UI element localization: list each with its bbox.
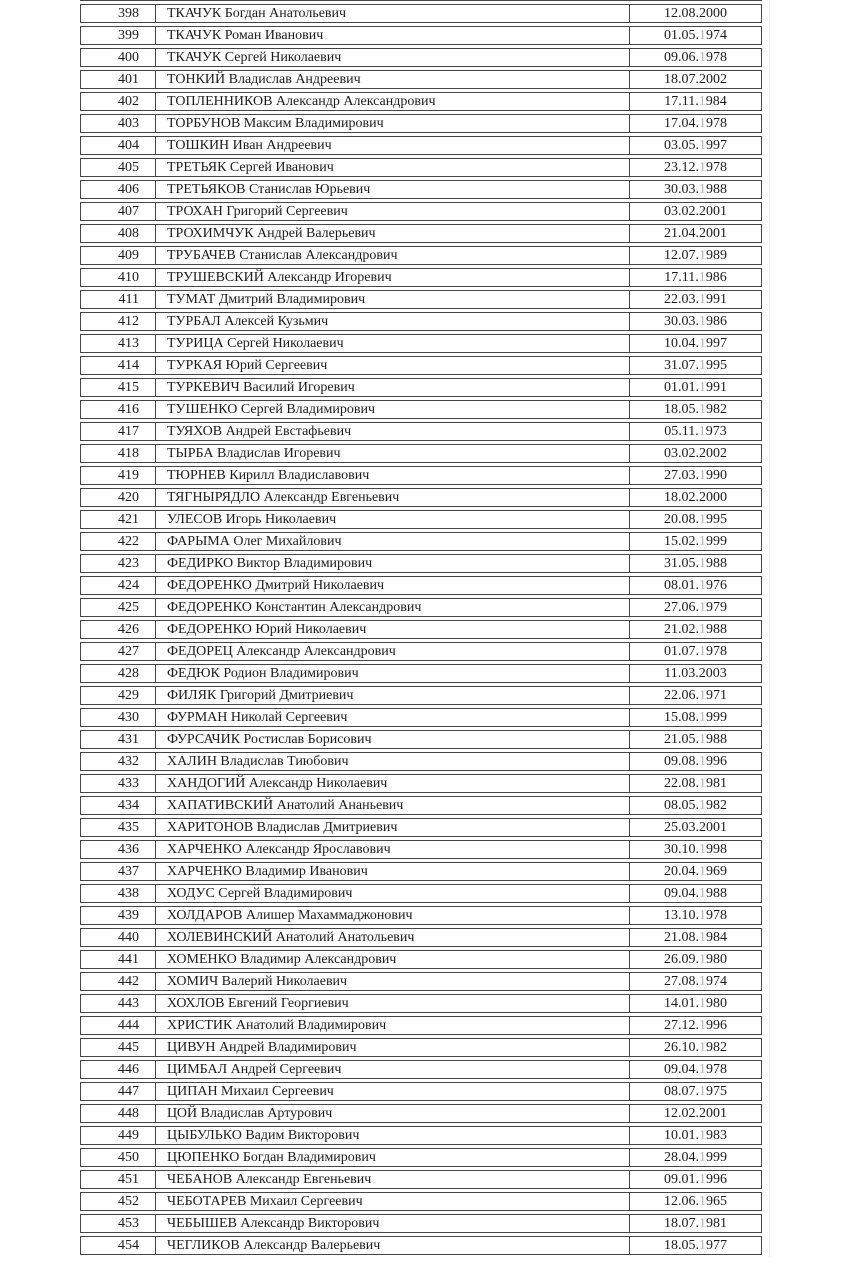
table-body (80, 0, 762, 1255)
table-row (80, 906, 762, 925)
row-number: 403 (80, 114, 155, 133)
row-date: 27.08.1974 (629, 972, 762, 991)
table-row (80, 158, 762, 177)
row-date: 18.05.1977 (629, 1236, 762, 1255)
row-name: ТУЯХОВ Андрей Евстафьевич (155, 422, 629, 441)
row-number: 414 (80, 356, 155, 375)
row-number: 440 (80, 928, 155, 947)
row-number: 405 (80, 158, 155, 177)
row-name: ТКАЧУК Богдан Анатольевич (155, 4, 629, 23)
table-row (80, 554, 762, 573)
row-number: 444 (80, 1016, 155, 1035)
table-row (80, 532, 762, 551)
row-number: 410 (80, 268, 155, 287)
row-number: 436 (80, 840, 155, 859)
row-number: 448 (80, 1104, 155, 1123)
row-date: 11.03.2003 (629, 664, 762, 683)
table-row (80, 598, 762, 617)
row-number: 424 (80, 576, 155, 595)
row-date: 20.04.1969 (629, 862, 762, 881)
table-row (80, 752, 762, 771)
table-row (80, 950, 762, 969)
row-name: ХОДУС Сергей Владимирович (155, 884, 629, 903)
table-row (80, 92, 762, 111)
table-row (80, 840, 762, 859)
row-name: ТРЕТЬЯКОВ Станислав Юрьевич (155, 180, 629, 199)
row-date: 15.02.1999 (629, 532, 762, 551)
row-date: 30.10.1998 (629, 840, 762, 859)
table-row (80, 224, 762, 243)
row-number: 415 (80, 378, 155, 397)
table-row (80, 312, 762, 331)
table-row (80, 664, 762, 683)
row-name: ФЕДИРКО Виктор Владимирович (155, 554, 629, 573)
row-number: 408 (80, 224, 155, 243)
row-name: ЧЕГЛИКОВ Александр Валерьевич (155, 1236, 629, 1255)
table-row (80, 378, 762, 397)
row-name: ФЕДОРЕНКО Константин Александрович (155, 598, 629, 617)
row-date: 09.08.1996 (629, 752, 762, 771)
row-name: ФЕДОРЕЦ Александр Александрович (155, 642, 629, 661)
row-name: ТРОХАН Григорий Сергеевич (155, 202, 629, 221)
row-name: ТОПЛЕННИКОВ Александр Александрович (155, 92, 629, 111)
row-name: ТОРБУНОВ Максим Владимирович (155, 114, 629, 133)
row-number: 406 (80, 180, 155, 199)
row-number: 427 (80, 642, 155, 661)
row-number: 412 (80, 312, 155, 331)
table-row (80, 928, 762, 947)
row-name-cell (155, 0, 629, 1)
row-number: 421 (80, 510, 155, 529)
table-row (80, 1236, 762, 1255)
row-date: 12.02.2001 (629, 1104, 762, 1123)
row-name: ТЮРНЕВ Кирилл Владиславович (155, 466, 629, 485)
row-name: ФИЛЯК Григорий Дмитриевич (155, 686, 629, 705)
row-name: ЦЫБУЛЬКО Вадим Викторович (155, 1126, 629, 1145)
row-name: ЦИМБАЛ Андрей Сергеевич (155, 1060, 629, 1079)
row-name: ТОНКИЙ Владислав Андреевич (155, 70, 629, 89)
row-number: 426 (80, 620, 155, 639)
row-number: 453 (80, 1214, 155, 1233)
table-row-partial (80, 0, 762, 1)
row-name: ХАРИТОНОВ Владислав Дмитриевич (155, 818, 629, 837)
row-number: 450 (80, 1148, 155, 1167)
row-name: ТРУШЕВСКИЙ Александр Игоревич (155, 268, 629, 287)
row-name: ФАРЫМА Олег Михайлович (155, 532, 629, 551)
row-number: 432 (80, 752, 155, 771)
table-row (80, 114, 762, 133)
table-row (80, 642, 762, 661)
row-name: ТРЕТЬЯК Сергей Иванович (155, 158, 629, 177)
row-name: ФЕДОРЕНКО Дмитрий Николаевич (155, 576, 629, 595)
table-row (80, 422, 762, 441)
table-row (80, 180, 762, 199)
row-date: 30.03.1986 (629, 312, 762, 331)
table-row (80, 268, 762, 287)
row-number: 429 (80, 686, 155, 705)
table-row (80, 136, 762, 155)
row-date: 18.07.1981 (629, 1214, 762, 1233)
row-name: ФЕДЮК Родион Владимирович (155, 664, 629, 683)
row-date: 25.03.2001 (629, 818, 762, 837)
table-row (80, 620, 762, 639)
row-date: 23.12.1978 (629, 158, 762, 177)
table-row (80, 510, 762, 529)
row-date: 21.04.2001 (629, 224, 762, 243)
row-date: 20.08.1995 (629, 510, 762, 529)
row-name: ЧЕБЫШЕВ Александр Викторович (155, 1214, 629, 1233)
row-date: 28.04.1999 (629, 1148, 762, 1167)
row-date: 09.04.1978 (629, 1060, 762, 1079)
row-date: 09.04.1988 (629, 884, 762, 903)
row-name: ХАНДОГИЙ Александр Николаевич (155, 774, 629, 793)
table-row (80, 48, 762, 67)
row-name: ЦЮПЕНКО Богдан Владимирович (155, 1148, 629, 1167)
row-date: 12.07.1989 (629, 246, 762, 265)
table-row (80, 466, 762, 485)
row-number: 409 (80, 246, 155, 265)
row-date: 31.07.1995 (629, 356, 762, 375)
row-number: 404 (80, 136, 155, 155)
row-name: ТРОХИМЧУК Андрей Валерьевич (155, 224, 629, 243)
row-date: 01.05.1974 (629, 26, 762, 45)
row-number: 441 (80, 950, 155, 969)
table-row (80, 246, 762, 265)
row-date: 08.07.1975 (629, 1082, 762, 1101)
row-date: 17.04.1978 (629, 114, 762, 133)
row-name: ТУШЕНКО Сергей Владимирович (155, 400, 629, 419)
row-number: 417 (80, 422, 155, 441)
row-number: 438 (80, 884, 155, 903)
row-name: УЛЕСОВ Игорь Николаевич (155, 510, 629, 529)
table-row (80, 400, 762, 419)
row-date: 12.08.2000 (629, 4, 762, 23)
row-date: 27.03.1990 (629, 466, 762, 485)
row-name: ХАРЧЕНКО Владимир Иванович (155, 862, 629, 881)
table-row (80, 708, 762, 727)
row-name: ТЯГНЫРЯДЛО Александр Евгеньевич (155, 488, 629, 507)
row-name: ТУРБАЛ Алексей Кузьмич (155, 312, 629, 331)
table-row (80, 1214, 762, 1233)
row-date: 26.09.1980 (629, 950, 762, 969)
row-date: 14.01.1980 (629, 994, 762, 1013)
row-date: 10.01.1983 (629, 1126, 762, 1145)
table-row (80, 862, 762, 881)
row-date: 03.02.2002 (629, 444, 762, 463)
row-number: 452 (80, 1192, 155, 1211)
row-name: ХАЛИН Владислав Тиюбович (155, 752, 629, 771)
row-date: 22.06.1971 (629, 686, 762, 705)
row-name: ЦИВУН Андрей Владимирович (155, 1038, 629, 1057)
row-name: ТЫРБА Владислав Игоревич (155, 444, 629, 463)
table-row (80, 1082, 762, 1101)
row-number: 437 (80, 862, 155, 881)
row-name: ХОМИЧ Валерий Николаевич (155, 972, 629, 991)
table-row (80, 1170, 762, 1189)
row-name: ХОЛДАРОВ Алишер Махаммаджонович (155, 906, 629, 925)
row-date: 15.08.1999 (629, 708, 762, 727)
row-number: 433 (80, 774, 155, 793)
row-number: 434 (80, 796, 155, 815)
row-name: ТУРКАЯ Юрий Сергеевич (155, 356, 629, 375)
row-date: 27.12.1996 (629, 1016, 762, 1035)
row-number: 445 (80, 1038, 155, 1057)
row-date: 18.02.2000 (629, 488, 762, 507)
row-name: ХАПАТИВСКИЙ Анатолий Ананьевич (155, 796, 629, 815)
row-date: 17.11.1986 (629, 268, 762, 287)
table-row (80, 576, 762, 595)
row-number-cell (80, 0, 155, 1)
row-number: 419 (80, 466, 155, 485)
row-date: 17.11.1984 (629, 92, 762, 111)
row-name: ТОШКИН Иван Андреевич (155, 136, 629, 155)
row-name: ХОХЛОВ Евгений Георгиевич (155, 994, 629, 1013)
row-name: ХОЛЕВИНСКИЙ Анатолий Анатольевич (155, 928, 629, 947)
table-row (80, 1104, 762, 1123)
row-number: 398 (80, 4, 155, 23)
table-row (80, 972, 762, 991)
row-name: ФЕДОРЕНКО Юрий Николаевич (155, 620, 629, 639)
row-number: 416 (80, 400, 155, 419)
row-name: ФУРСАЧИК Ростислав Борисович (155, 730, 629, 749)
row-name: ХРИСТИК Анатолий Владимирович (155, 1016, 629, 1035)
row-date: 13.10.1978 (629, 906, 762, 925)
row-name: ФУРМАН Николай Сергеевич (155, 708, 629, 727)
row-date-cell (629, 0, 762, 1)
row-number: 418 (80, 444, 155, 463)
row-date: 21.02.1988 (629, 620, 762, 639)
row-number: 420 (80, 488, 155, 507)
row-date: 12.06.1965 (629, 1192, 762, 1211)
row-name: ЦИПАН Михаил Сергеевич (155, 1082, 629, 1101)
table-row (80, 774, 762, 793)
row-number: 411 (80, 290, 155, 309)
row-number: 439 (80, 906, 155, 925)
table-row (80, 1148, 762, 1167)
row-date: 18.05.1982 (629, 400, 762, 419)
row-date: 30.03.1988 (629, 180, 762, 199)
row-number: 422 (80, 532, 155, 551)
row-name: ТУРКЕВИЧ Василий Игоревич (155, 378, 629, 397)
row-number: 443 (80, 994, 155, 1013)
table-row (80, 334, 762, 353)
row-name: ХОМЕНКО Владимир Александрович (155, 950, 629, 969)
row-date: 26.10.1982 (629, 1038, 762, 1057)
table-row (80, 1192, 762, 1211)
row-name: ЧЕБАНОВ Александр Евгеньевич (155, 1170, 629, 1189)
table-row (80, 202, 762, 221)
row-number: 401 (80, 70, 155, 89)
table-row (80, 1060, 762, 1079)
table-row (80, 1126, 762, 1145)
row-number: 413 (80, 334, 155, 353)
table-row (80, 818, 762, 837)
row-date: 21.05.1988 (629, 730, 762, 749)
table-row (80, 26, 762, 45)
row-number: 402 (80, 92, 155, 111)
row-number: 435 (80, 818, 155, 837)
scan-edge-shadow (769, 0, 770, 1257)
row-name: ТРУБАЧЕВ Станислав Александрович (155, 246, 629, 265)
row-date: 31.05.1988 (629, 554, 762, 573)
row-name: ТУМАТ Дмитрий Владимирович (155, 290, 629, 309)
table-row (80, 70, 762, 89)
row-date: 10.04.1997 (629, 334, 762, 353)
row-number: 399 (80, 26, 155, 45)
table-row (80, 356, 762, 375)
table-row (80, 796, 762, 815)
row-date: 18.07.2002 (629, 70, 762, 89)
row-date: 08.01.1976 (629, 576, 762, 595)
row-date: 27.06.1979 (629, 598, 762, 617)
row-date: 01.07.1978 (629, 642, 762, 661)
row-number: 430 (80, 708, 155, 727)
row-date: 21.08.1984 (629, 928, 762, 947)
table-row (80, 1038, 762, 1057)
row-number: 400 (80, 48, 155, 67)
table-row (80, 290, 762, 309)
row-number: 423 (80, 554, 155, 573)
row-date: 05.11.1973 (629, 422, 762, 441)
table-row (80, 730, 762, 749)
row-date: 09.01.1996 (629, 1170, 762, 1189)
row-date: 03.05.1997 (629, 136, 762, 155)
row-date: 22.08.1981 (629, 774, 762, 793)
row-number: 447 (80, 1082, 155, 1101)
row-date: 03.02.2001 (629, 202, 762, 221)
row-date: 09.06.1978 (629, 48, 762, 67)
name-date-table (80, 0, 762, 1258)
row-number: 442 (80, 972, 155, 991)
table-row (80, 686, 762, 705)
table-row (80, 444, 762, 463)
row-date: 01.01.1991 (629, 378, 762, 397)
table-row (80, 488, 762, 507)
row-date: 08.05.1982 (629, 796, 762, 815)
row-name: ХАРЧЕНКО Александр Ярославович (155, 840, 629, 859)
row-number: 454 (80, 1236, 155, 1255)
row-number: 407 (80, 202, 155, 221)
table-row (80, 1016, 762, 1035)
table-row (80, 884, 762, 903)
row-name: ТКАЧУК Роман Иванович (155, 26, 629, 45)
row-number: 428 (80, 664, 155, 683)
row-name: ЧЕБОТАРЕВ Михаил Сергеевич (155, 1192, 629, 1211)
table-row (80, 994, 762, 1013)
row-number: 425 (80, 598, 155, 617)
row-number: 449 (80, 1126, 155, 1145)
row-number: 431 (80, 730, 155, 749)
row-number: 446 (80, 1060, 155, 1079)
table-row (80, 4, 762, 23)
row-name: ТУРИЦА Сергей Николаевич (155, 334, 629, 353)
row-name: ЦОЙ Владислав Артурович (155, 1104, 629, 1123)
row-number: 451 (80, 1170, 155, 1189)
row-name: ТКАЧУК Сергей Николаевич (155, 48, 629, 67)
row-date: 22.03.1991 (629, 290, 762, 309)
